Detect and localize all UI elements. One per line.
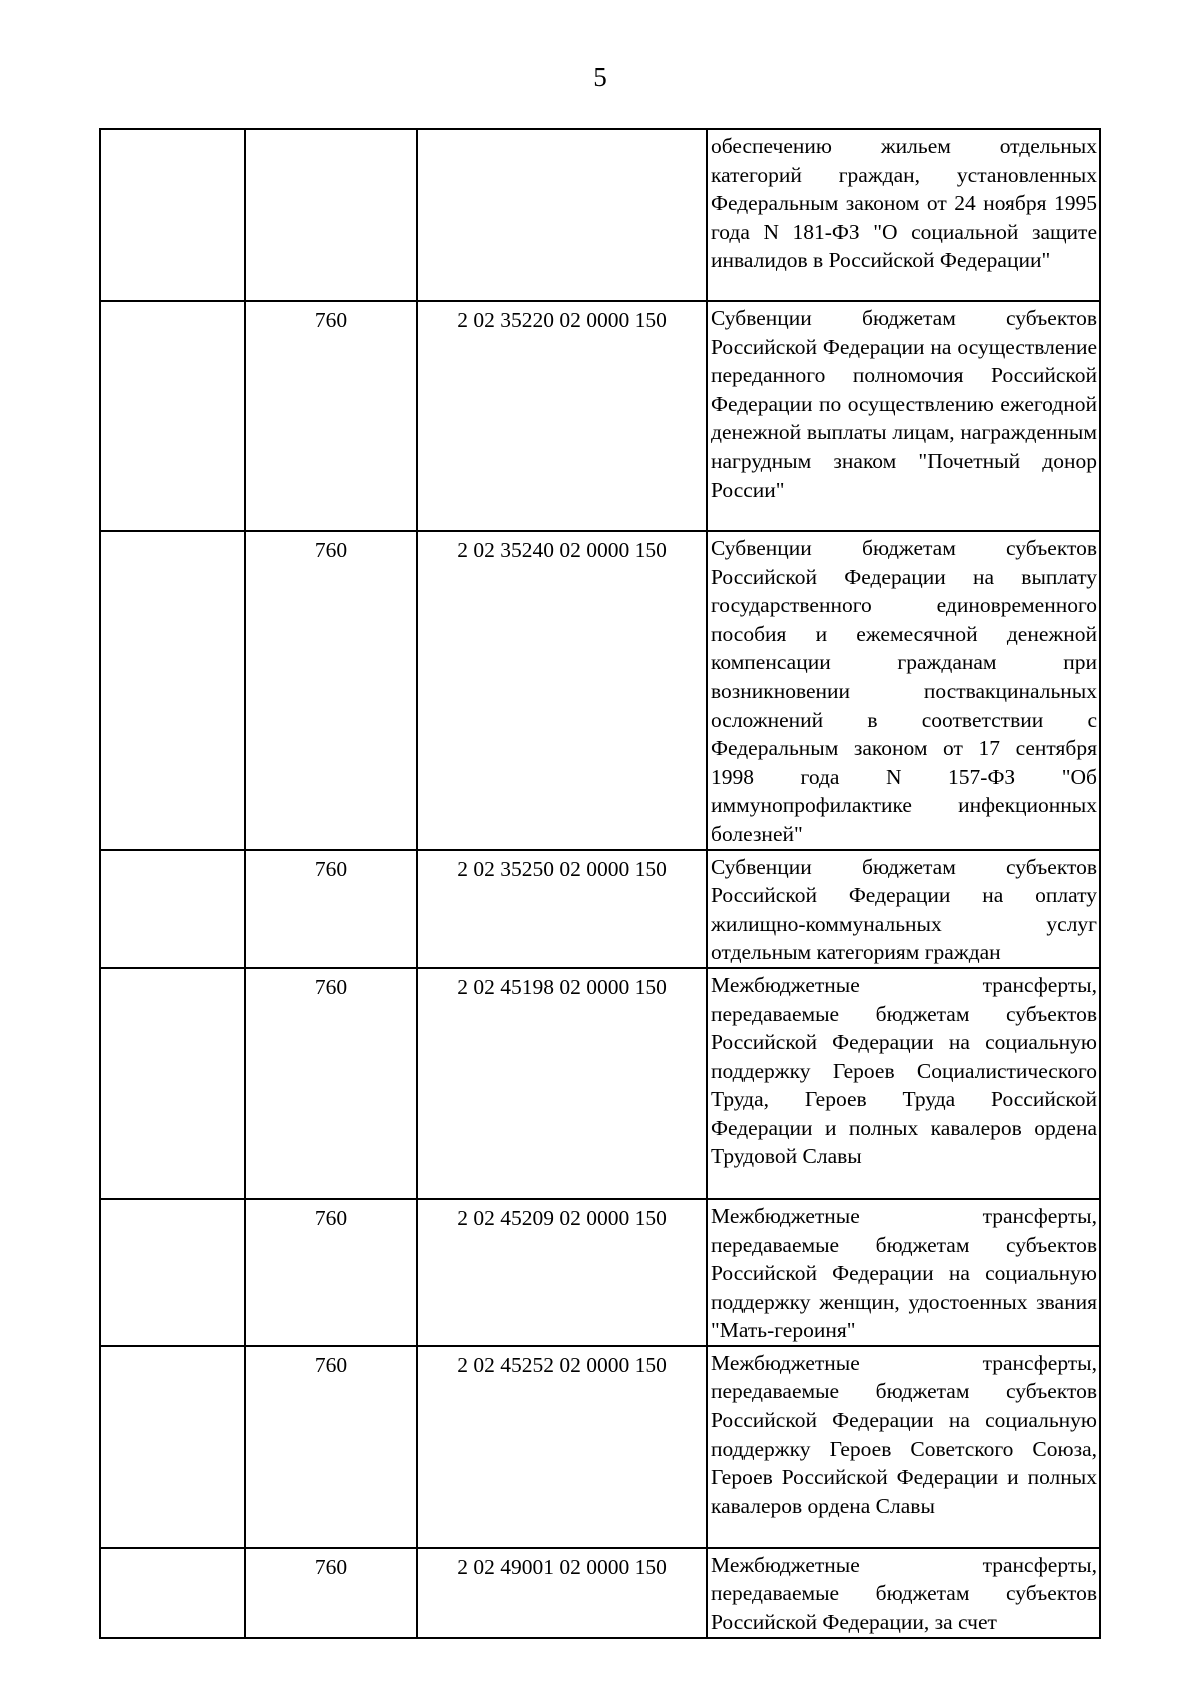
table-row <box>100 850 1100 968</box>
budget-code-cell: 2 02 35220 02 0000 150 <box>417 301 707 531</box>
description-cell: Межбюджетные трансферты, передаваемые бюджетам субъектов Российской Федерации на социальную поддержку Героев Советского Союза, Героев Российской Федерации и полных кавалеров ордена Славы <box>707 1346 1100 1548</box>
budget-code-cell: 2 02 49001 02 0000 150 <box>417 1548 707 1638</box>
description-cell: Субвенции бюджетам субъектов Российской Федерации на осуществление переданного полномочия Российской Федерации по осуществлению ежегодной денежной выплаты лицам, награжденным нагрудным знаком "Почетный донор России" <box>707 301 1100 531</box>
table-row <box>100 1346 1100 1548</box>
description-cell: Субвенции бюджетам субъектов Российской Федерации на оплату жилищно-коммунальных услуг отдельным категориям граждан <box>707 850 1100 968</box>
description-cell: Субвенции бюджетам субъектов Российской Федерации на выплату государственного единовременного пособия и ежемесячной денежной компенсации гражданам при возникновении поствакцинальных осложнений в соответствии с Федеральным законом от 17 сентября 1998 года N 157-ФЗ "Об иммунопрофилактике инфекционных болезней" <box>707 531 1100 850</box>
empty-cell <box>100 968 245 1199</box>
budget-code-cell: 2 02 35240 02 0000 150 <box>417 531 707 850</box>
description-cell: Межбюджетные трансферты, передаваемые бюджетам субъектов Российской Федерации на социальную поддержку женщин, удостоенных звания "Мать-героиня" <box>707 1199 1100 1346</box>
table-row <box>100 301 1100 531</box>
admin-code-cell: 760 <box>245 531 417 850</box>
table-row <box>100 531 1100 850</box>
empty-cell <box>100 1548 245 1638</box>
empty-cell <box>100 301 245 531</box>
empty-cell <box>100 1199 245 1346</box>
table-row <box>100 1199 1100 1346</box>
budget-code-cell: 2 02 45198 02 0000 150 <box>417 968 707 1199</box>
table-row <box>100 1548 1100 1638</box>
description-cell: обеспечению жильем отдельных категорий граждан, установленных Федеральным законом от 24 ноября 1995 года N 181-ФЗ "О социальной защите инвалидов в Российской Федерации" <box>707 129 1100 301</box>
description-cell: Межбюджетные трансферты, передаваемые бюджетам субъектов Российской Федерации на социальную поддержку Героев Социалистического Труда, Героев Труда Российской Федерации и полных кавалеров ордена Трудовой Славы <box>707 968 1100 1199</box>
admin-code-cell: 760 <box>245 1199 417 1346</box>
admin-code-cell: 760 <box>245 968 417 1199</box>
table-row <box>100 968 1100 1199</box>
admin-code-cell: 760 <box>245 850 417 968</box>
page-number: 5 <box>593 62 607 92</box>
budget-code-cell: 2 02 35250 02 0000 150 <box>417 850 707 968</box>
empty-cell <box>100 1346 245 1548</box>
empty-cell <box>100 531 245 850</box>
admin-code-cell: 760 <box>245 1346 417 1548</box>
admin-code-cell <box>245 129 417 301</box>
table-row <box>100 129 1100 301</box>
budget-code-cell <box>417 129 707 301</box>
admin-code-cell: 760 <box>245 301 417 531</box>
admin-code-cell: 760 <box>245 1548 417 1638</box>
budget-code-cell: 2 02 45209 02 0000 150 <box>417 1199 707 1346</box>
empty-cell <box>100 129 245 301</box>
budget-classification-table <box>99 128 1101 1639</box>
budget-code-cell: 2 02 45252 02 0000 150 <box>417 1346 707 1548</box>
description-cell: Межбюджетные трансферты, передаваемые бюджетам субъектов Российской Федерации, за счет <box>707 1548 1100 1638</box>
empty-cell <box>100 850 245 968</box>
